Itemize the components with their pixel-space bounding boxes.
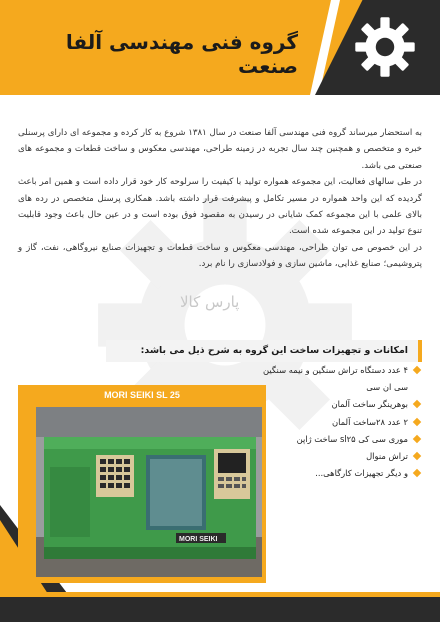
machine-photo (36, 407, 262, 577)
watermark: پارس کالا (180, 293, 240, 311)
cnc-lathe-image (36, 407, 262, 577)
bullet-icon (413, 417, 421, 425)
photo-caption: MORI SEIKI SL 25 (104, 390, 180, 400)
facilities-heading: امکانات و تجهیزات ساخت این گروه به شرح ذیل می باشد: (106, 340, 422, 362)
list-item: موری سی کی sl۲۵ ساخت ژاپن (250, 431, 420, 448)
intro-text (18, 125, 422, 273)
bullet-icon (413, 400, 421, 408)
bullet-icon (413, 435, 421, 443)
bullet-icon (413, 366, 421, 374)
footer-bar (0, 597, 440, 622)
list-item: و دیگر تجهیزات کارگاهی... (250, 465, 420, 482)
list-item: تراش منوال (250, 448, 420, 465)
list-item: بوهرینگر ساخت آلمان (250, 396, 420, 413)
gear-logo-icon (352, 14, 418, 80)
bullet-icon (413, 452, 421, 460)
list-item: ۲ عدد ۲۸ساخت آلمان (250, 414, 420, 431)
intro-paragraph: در طی سالهای فعالیت، این مجموعه همواره تولید با کیفیت را سرلوحه کار خود قرار داده است و همین امر باعث گردیده که این واحد همواره در مسیر تکامل و پیشرفت قرار داشته باشد. همکاری پرسنل متخصص در رده های بالای علمی با این مجموعه کمک شایانی در رسیدن به مقصود فوق بوده است و در عین حال باعث وجود قابلیت تنوع تولید در این مجموعه شده است. (18, 177, 422, 237)
page-title: گروه فنی مهندسی آلفا صنعت (65, 30, 298, 78)
intro-paragraph: به استحضار میرساند گروه فنی مهندسی آلفا صنعت در سال ۱۳۸۱ شروع به کار کرده و مجموعه ای دارای پرسنلی خبره و متخصص و همچنین چند سال تجربه در زمینه طراحی، مهندسی معکوس و ساخت قطعات و مجموعه های صنعتی می باشد. (18, 128, 422, 171)
facilities-list (250, 362, 420, 482)
list-item: ۴ عدد دستگاه تراش سنگین و نیمه سنگین سی ان سی (250, 362, 420, 396)
machine-brand-text: MORI SEIKI (179, 536, 218, 543)
machine-photo-frame (18, 385, 266, 583)
intro-paragraph: در این خصوص می توان طراحی، مهندسی معکوس و ساخت قطعات و تجهیزات صنایع نیروگاهی، نفت، گاز و پتروشیمی؛ صنایع غذایی، ماشین سازی و فولادسازی را نام برد. (18, 242, 422, 270)
bullet-icon (413, 469, 421, 477)
